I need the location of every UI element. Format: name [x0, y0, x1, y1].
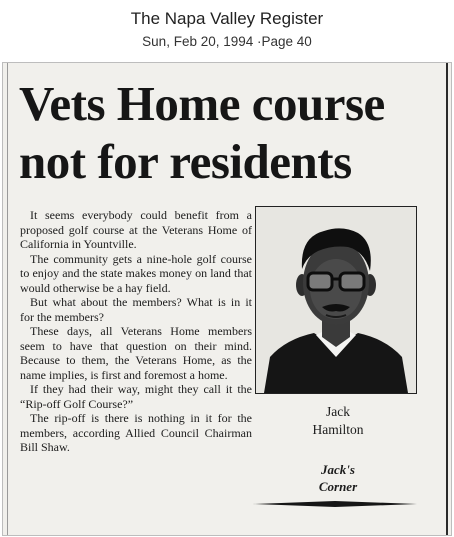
- tapered-divider: [253, 501, 417, 507]
- paragraph: It seems everybody could benefit from a proposed golf course at the Veterans Home of California in Yountville.: [20, 208, 252, 251]
- headline-line-2: not for residents: [19, 134, 352, 189]
- publication-title[interactable]: The Napa Valley Register: [130, 9, 324, 28]
- publication-date-page: Sun, Feb 20, 1994 ·Page 40: [142, 34, 312, 49]
- newspaper-clipping: [2, 62, 452, 536]
- paragraph: The community gets a nine-hole golf course to enjoy and the state makes money on land that would otherwise be a hay field.: [20, 251, 252, 295]
- paragraph: But what about the members? What is in it for the members?: [20, 295, 252, 324]
- column-name: [273, 461, 403, 495]
- columnist-portrait-image: [256, 207, 416, 393]
- page-header: [0, 0, 454, 60]
- byline-first-name: Jack: [326, 404, 350, 419]
- column-name-line-2: Corner: [318, 479, 358, 494]
- column-rule-right: [446, 63, 448, 535]
- byline-last-name: Hamilton: [312, 422, 364, 437]
- byline: [273, 403, 403, 439]
- paragraph: If they had their way, might they call it the “Rip-off Golf Course?”: [20, 382, 252, 411]
- headline: [19, 75, 439, 191]
- columnist-photo: [255, 206, 417, 394]
- column-name-line-1: Jack's: [321, 462, 355, 477]
- paragraph: These days, all Veterans Home members seem to have that question on their mind. Because to them, the Veterans Home, as the name implies, is first and foremost a home.: [20, 324, 252, 382]
- paragraph: The rip-off is there is nothing in it for the members, according Allied Council Chairman Bill Shaw.: [20, 411, 252, 454]
- column-rule-left: [7, 63, 8, 535]
- headline-line-1: Vets Home course: [19, 76, 385, 131]
- article-body: [20, 208, 252, 455]
